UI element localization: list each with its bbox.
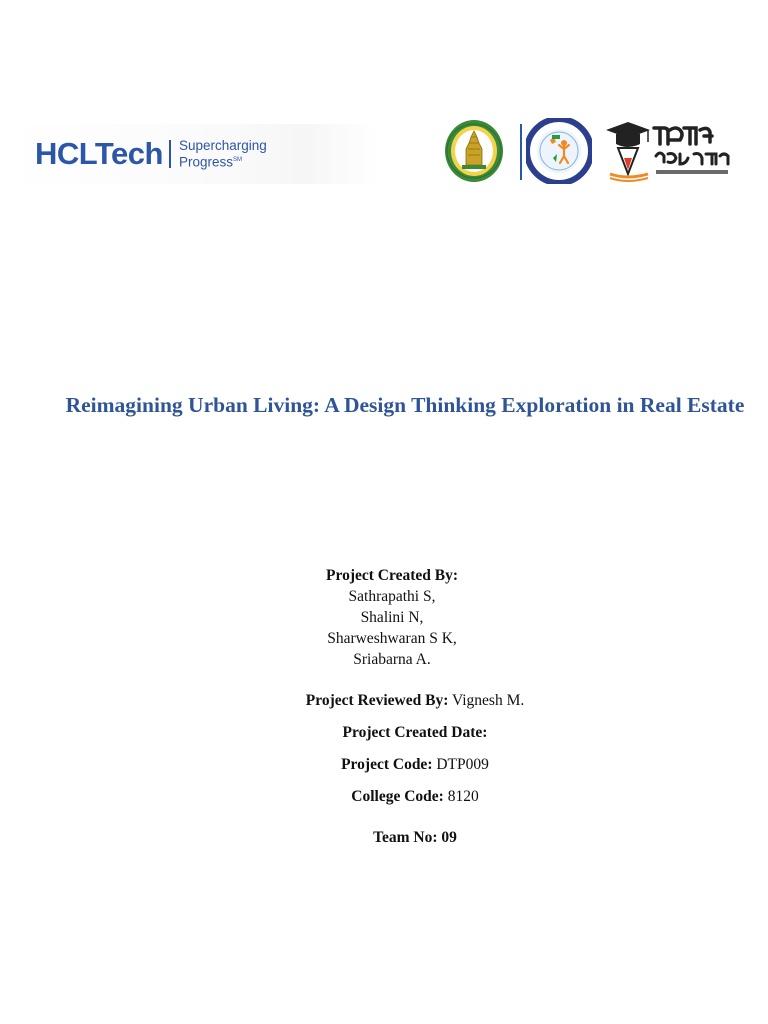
team-no-row <box>160 829 670 847</box>
project-code-row <box>160 756 670 774</box>
partner-logos <box>444 116 734 186</box>
project-code-label: Project Code: <box>341 756 433 773</box>
created-by-label: Project Created By: <box>326 567 458 584</box>
team-no-label: Team No: <box>373 829 438 846</box>
skill-development-emblem-icon <box>526 118 592 184</box>
reviewed-by-value: Vignesh M. <box>451 692 525 709</box>
logo-divider <box>520 124 522 180</box>
member-name: Sathrapathi S, <box>348 588 436 605</box>
college-code-value: 8120 <box>447 788 479 805</box>
hcltech-tagline: Supercharging Progress℠ <box>178 137 267 170</box>
hcltech-logo <box>10 124 378 184</box>
project-code-value: DTP009 <box>436 756 489 773</box>
member-name: Shalini N, <box>360 609 424 626</box>
reviewed-by-label: Project Reviewed By: <box>305 692 449 709</box>
project-creators <box>240 565 544 670</box>
reviewed-by-row <box>160 692 670 710</box>
logo-divider <box>169 140 171 168</box>
hcltech-wordmark: HCLTech <box>35 136 163 171</box>
created-date-row <box>160 724 670 742</box>
college-code-label: College Code: <box>351 788 444 805</box>
member-name: Sharweshwaran S K, <box>327 630 457 647</box>
created-date-label: Project Created Date: <box>342 724 488 741</box>
document-title: Reimagining Urban Living: A Design Thinking Exploration in Real Estate <box>65 393 745 417</box>
tamil-nadu-emblem-icon <box>444 119 504 183</box>
member-name: Sriabarna A. <box>353 651 431 668</box>
college-code-row <box>160 788 670 806</box>
naan-mudhalvan-logo-icon <box>604 118 734 184</box>
team-no-value: 09 <box>441 829 457 846</box>
